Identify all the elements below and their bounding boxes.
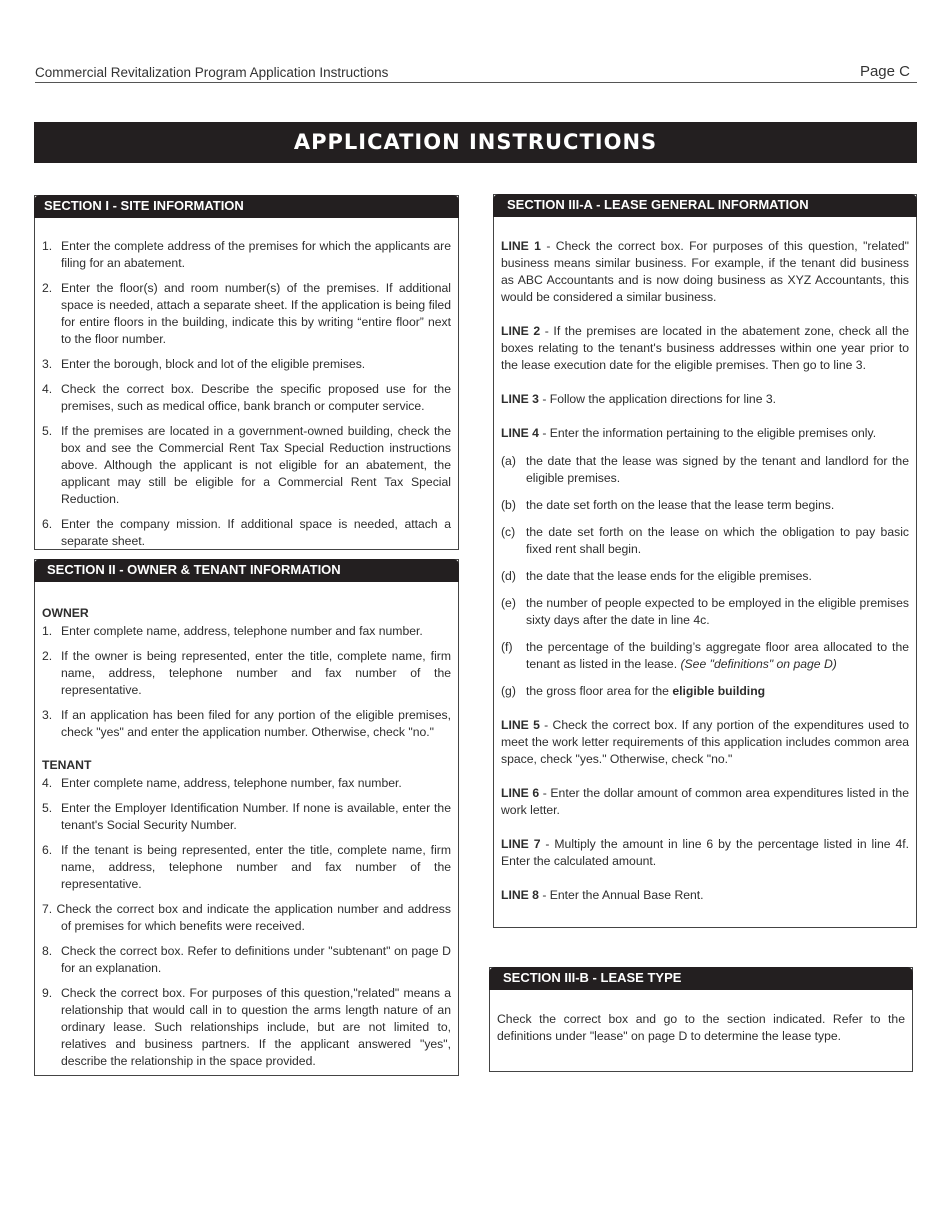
item-number: 3. bbox=[42, 357, 53, 371]
section-body bbox=[497, 1011, 905, 1062]
line-label: LINE 2 bbox=[501, 324, 541, 338]
item-number: 8. bbox=[42, 944, 53, 958]
item-text: Enter complete name, address, telephone number, fax number. bbox=[61, 776, 402, 790]
item-text: the gross floor area for the bbox=[526, 684, 673, 698]
line-text: - If the premises are located in the abatement zone, check all the boxes relating to the tenant's business addresses within one year prior to the lease execution date for the eligible premises. Then go to line 3. bbox=[501, 324, 909, 372]
item-number: 6. bbox=[42, 843, 53, 857]
list-item bbox=[501, 595, 909, 629]
item-number: 1. bbox=[42, 624, 53, 638]
item-text: If the tenant is being represented, enter the title, complete name, firm name, address, telephone number and fax number of the representative. bbox=[61, 843, 451, 891]
line-text: - Enter the Annual Base Rent. bbox=[538, 888, 704, 902]
item-number: (c) bbox=[501, 525, 516, 539]
owner-label: OWNER bbox=[42, 606, 89, 620]
item-number: 4. bbox=[42, 382, 53, 396]
item-reference: (See "definitions" on page D) bbox=[680, 657, 837, 671]
list-item bbox=[501, 568, 909, 585]
list-item bbox=[501, 683, 909, 700]
section-title: SECTION II - OWNER & TENANT INFORMATION bbox=[34, 559, 459, 582]
list-item bbox=[42, 623, 451, 640]
item-number: 6. bbox=[42, 517, 53, 531]
section-site-information bbox=[34, 195, 459, 550]
page-number: Page C bbox=[859, 63, 910, 80]
section-body bbox=[501, 238, 909, 921]
tenant-list bbox=[42, 775, 451, 1070]
line-4-subitems bbox=[501, 453, 909, 629]
item-text: 7. Check the correct box and indicate the application number and address of premises for which benefits were received. bbox=[42, 902, 451, 933]
list-item bbox=[42, 707, 451, 741]
list-item bbox=[501, 453, 909, 487]
line-text: - Follow the application directions for line 3. bbox=[538, 392, 777, 406]
section-title: SECTION III-B - LEASE TYPE bbox=[489, 967, 913, 990]
item-number: (b) bbox=[501, 498, 516, 512]
list-item bbox=[42, 423, 451, 508]
list-item bbox=[42, 800, 451, 834]
list-item bbox=[42, 901, 451, 935]
section-body bbox=[42, 238, 451, 558]
item-number: 9. bbox=[42, 986, 53, 1000]
item-text: Enter the company mission. If additional space is needed, attach a separate sheet. bbox=[61, 517, 451, 548]
page-banner-title: APPLICATION INSTRUCTIONS bbox=[34, 122, 917, 163]
item-text: Check the correct box. For purposes of this question,"related" means a relationship that would call in to question the arms length nature of an ordinary lease. Such relationships include, but are not limited to, relatives and business partners. If the applicant answered "yes", describe the relationship in the space provided. bbox=[61, 986, 451, 1068]
item-text: Enter the borough, block and lot of the eligible premises. bbox=[61, 357, 366, 371]
item-text: Enter the floor(s) and room number(s) of the premises. If additional space is needed, attach a separate sheet. If the application is being filed for entire floors in the building, indicate this by writing “entire floor” next to the floor number. bbox=[61, 281, 451, 346]
lease-type-instruction: Check the correct box and go to the section indicated. Refer to the definitions under "lease" on page D to determine the lease type. bbox=[497, 1012, 905, 1043]
tenant-label: TENANT bbox=[42, 758, 92, 772]
list-item bbox=[42, 381, 451, 415]
line-5-instruction bbox=[501, 717, 909, 768]
line-7-instruction bbox=[501, 836, 909, 870]
list-item bbox=[42, 842, 451, 893]
list-item bbox=[501, 639, 909, 673]
line-1-instruction bbox=[501, 238, 909, 306]
item-marker: (f) bbox=[501, 640, 513, 654]
section-body bbox=[42, 603, 451, 1078]
item-text: the date set forth on the lease on which the obligation to pay basic fixed rent shall begin. bbox=[526, 525, 909, 556]
item-emphasis: eligible building bbox=[672, 684, 766, 698]
list-item bbox=[501, 497, 909, 514]
item-number: 2. bbox=[42, 649, 53, 663]
item-text: the date set forth on the lease that the lease term begins. bbox=[526, 498, 835, 512]
item-number: (d) bbox=[501, 569, 516, 583]
section-title: SECTION I - SITE INFORMATION bbox=[34, 195, 459, 218]
line-8-instruction bbox=[501, 887, 909, 904]
line-label: LINE 8 bbox=[501, 888, 539, 902]
list-item bbox=[42, 943, 451, 977]
item-text: If the premises are located in a government-owned building, check the box and see the Commercial Rent Tax Special Reduction instructions above. Although the applicant is not eligible for an abatement, the applicant may still be eligible for a Commercial Rent Tax Special Reduction. bbox=[61, 424, 451, 506]
item-text: the date that the lease ends for the eligible premises. bbox=[526, 569, 812, 583]
line-label: LINE 1 bbox=[501, 239, 541, 253]
item-number: 5. bbox=[42, 801, 53, 815]
item-number: 5. bbox=[42, 424, 53, 438]
item-number: (a) bbox=[501, 454, 516, 468]
line-2-instruction bbox=[501, 323, 909, 374]
line-label: LINE 3 bbox=[501, 392, 539, 406]
item-text: If the owner is being represented, enter the title, complete name, firm name, address, telephone number and fax number of the representative. bbox=[61, 649, 451, 697]
list-item bbox=[42, 238, 451, 272]
list-item bbox=[42, 280, 451, 348]
list-item bbox=[501, 524, 909, 558]
section-title: SECTION III-A - LEASE GENERAL INFORMATION bbox=[493, 194, 917, 217]
line-label: LINE 4 bbox=[501, 426, 539, 440]
line-label: LINE 5 bbox=[501, 718, 540, 732]
line-4-instruction bbox=[501, 425, 909, 442]
item-text: Check the correct box. Describe the specific proposed use for the premises, such as medical office, bank branch or computer service. bbox=[61, 382, 451, 413]
item-number: 3. bbox=[42, 708, 53, 722]
item-text: the percentage of the building’s aggregate floor area allocated to the tenant as listed in the lease. bbox=[526, 640, 909, 671]
list-item bbox=[42, 775, 451, 792]
line-text: - Multiply the amount in line 6 by the percentage listed in line 4f. Enter the calculated amount. bbox=[501, 837, 909, 868]
item-marker: (g) bbox=[501, 684, 516, 698]
item-text: the number of people expected to be employed in the eligible premises sixty days after the date in line 4c. bbox=[526, 596, 909, 627]
line-text: - Enter the information pertaining to the eligible premises only. bbox=[538, 426, 877, 440]
line-text: - Enter the dollar amount of common area expenditures listed in the work letter. bbox=[501, 786, 909, 817]
section-lease-type bbox=[489, 967, 913, 1072]
item-text: Enter complete name, address, telephone number and fax number. bbox=[61, 624, 423, 638]
section-lease-general-information bbox=[493, 194, 917, 928]
header-divider bbox=[35, 82, 917, 83]
line-text: - Check the correct box. For purposes of this question, "related" business means similar business. For example, if the tenant did business as ABC Accountants and is now doing business as XYZ Accountants, this would be considered a similar business. bbox=[501, 239, 909, 304]
line-text: - Check the correct box. If any portion of the expenditures used to meet the work letter requirements of this application includes common area space, check "yes." Otherwise, check "no." bbox=[501, 718, 909, 766]
section-owner-tenant-information bbox=[34, 559, 459, 1076]
list-item bbox=[42, 985, 451, 1070]
line-6-instruction bbox=[501, 785, 909, 819]
owner-list bbox=[42, 623, 451, 741]
item-number: 4. bbox=[42, 776, 53, 790]
line-3-instruction bbox=[501, 391, 909, 408]
line-label: LINE 7 bbox=[501, 837, 541, 851]
item-text: If an application has been filed for any portion of the eligible premises, check "yes" and enter the application number. Otherwise, check "no." bbox=[61, 708, 451, 739]
line-label: LINE 6 bbox=[501, 786, 540, 800]
item-text: Check the correct box. Refer to definitions under "subtenant" on page D for an explanation. bbox=[61, 944, 451, 975]
item-number: 2. bbox=[42, 281, 53, 295]
item-number: 1. bbox=[42, 239, 53, 253]
list-item bbox=[42, 356, 451, 373]
item-text: the date that the lease was signed by the tenant and landlord for the eligible premises. bbox=[526, 454, 909, 485]
item-number: (e) bbox=[501, 596, 516, 610]
document-title: Commercial Revitalization Program Application Instructions bbox=[35, 65, 389, 80]
item-text: Enter the complete address of the premises for which the applicants are filing for an abatement. bbox=[61, 239, 451, 270]
list-item bbox=[42, 648, 451, 699]
list-item bbox=[42, 516, 451, 550]
item-text: Enter the Employer Identification Number. If none is available, enter the tenant's Social Security Number. bbox=[61, 801, 451, 832]
